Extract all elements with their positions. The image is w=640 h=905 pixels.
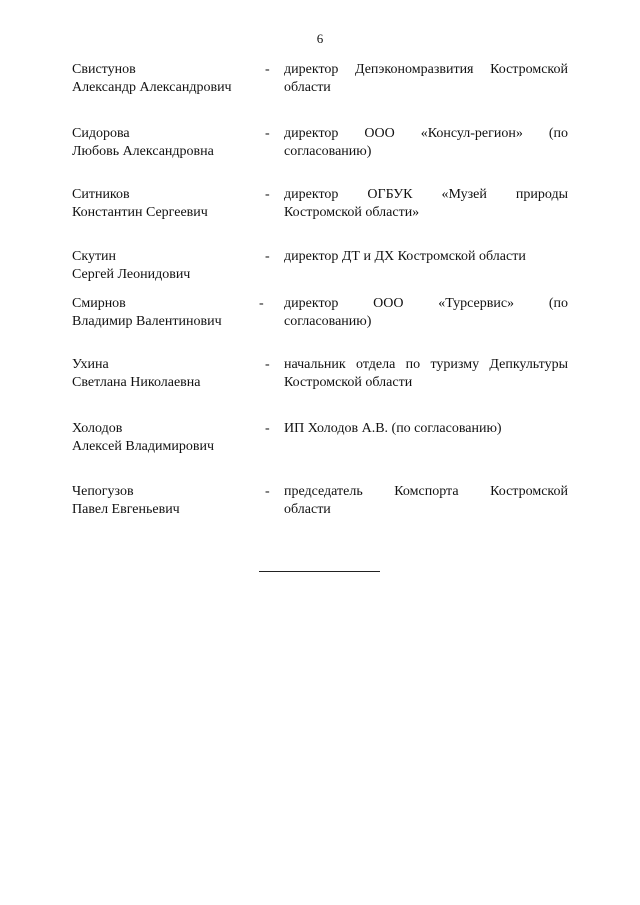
member-role-line: согласованию) bbox=[284, 314, 372, 329]
member-dash: - bbox=[265, 484, 270, 499]
member-role-line: директор ООО «Консул-регион» (по bbox=[284, 126, 568, 141]
member-role-line: Костромской области» bbox=[284, 205, 420, 220]
member-given-names: Любовь Александровна bbox=[72, 144, 214, 159]
member-entry bbox=[0, 420, 640, 460]
member-surname: Скутин bbox=[72, 249, 117, 264]
member-dash: - bbox=[265, 126, 270, 141]
member-given-names: Светлана Николаевна bbox=[72, 375, 201, 390]
member-role bbox=[284, 483, 568, 519]
member-dash: - bbox=[265, 249, 270, 264]
member-role-line: согласованию) bbox=[284, 144, 372, 159]
member-surname: Сидорова bbox=[72, 126, 130, 141]
member-name bbox=[72, 356, 262, 392]
member-name bbox=[72, 420, 262, 456]
member-entry bbox=[0, 356, 640, 396]
member-surname: Смирнов bbox=[72, 296, 126, 311]
member-role bbox=[284, 420, 568, 438]
member-name bbox=[72, 61, 262, 97]
member-surname: Свистунов bbox=[72, 62, 136, 77]
member-name bbox=[72, 483, 262, 519]
member-entry bbox=[0, 186, 640, 226]
member-name bbox=[72, 248, 262, 284]
member-surname: Ситников bbox=[72, 187, 130, 202]
member-surname: Холодов bbox=[72, 421, 123, 436]
closing-rule bbox=[259, 571, 380, 572]
member-entry bbox=[0, 248, 640, 288]
member-entry bbox=[0, 61, 640, 101]
member-dash: - bbox=[265, 187, 270, 202]
member-role bbox=[284, 248, 568, 266]
member-role-line: директор Депэкономразвития Костромской bbox=[284, 62, 568, 77]
member-role-line: директор ООО «Турсервис» (по bbox=[284, 296, 568, 311]
member-role-line: директор ОГБУК «Музей природы bbox=[284, 187, 568, 202]
member-name bbox=[72, 186, 262, 222]
member-role bbox=[284, 356, 568, 392]
member-dash: - bbox=[265, 62, 270, 77]
member-given-names: Владимир Валентинович bbox=[72, 314, 222, 329]
member-given-names: Павел Евгеньевич bbox=[72, 502, 180, 517]
member-dash: - bbox=[265, 357, 270, 372]
member-role bbox=[284, 295, 568, 331]
member-dash: - bbox=[259, 296, 264, 311]
member-role-line: директор ДТ и ДХ Костромской области bbox=[284, 249, 526, 264]
member-role bbox=[284, 186, 568, 222]
member-name bbox=[72, 125, 262, 161]
member-role-line: области bbox=[284, 80, 331, 95]
member-role bbox=[284, 125, 568, 161]
member-role-line: Костромской области bbox=[284, 375, 413, 390]
member-entry bbox=[0, 295, 640, 335]
page-number: 6 bbox=[316, 31, 324, 46]
member-entry bbox=[0, 125, 640, 165]
member-given-names: Сергей Леонидович bbox=[72, 267, 191, 282]
member-role bbox=[284, 61, 568, 97]
member-dash: - bbox=[265, 421, 270, 436]
member-given-names: Константин Сергеевич bbox=[72, 205, 208, 220]
member-surname: Ухина bbox=[72, 357, 109, 372]
member-role-line: начальник отдела по туризму Депкультуры bbox=[284, 357, 568, 372]
member-given-names: Алексей Владимирович bbox=[72, 439, 215, 454]
member-role-line: ИП Холодов А.В. (по согласованию) bbox=[284, 421, 502, 436]
member-entry bbox=[0, 483, 640, 523]
member-surname: Чепогузов bbox=[72, 484, 134, 499]
member-given-names: Александр Александрович bbox=[72, 80, 232, 95]
member-role-line: председатель Комспорта Костромской bbox=[284, 484, 568, 499]
member-role-line: области bbox=[284, 502, 331, 517]
member-name bbox=[72, 295, 262, 331]
